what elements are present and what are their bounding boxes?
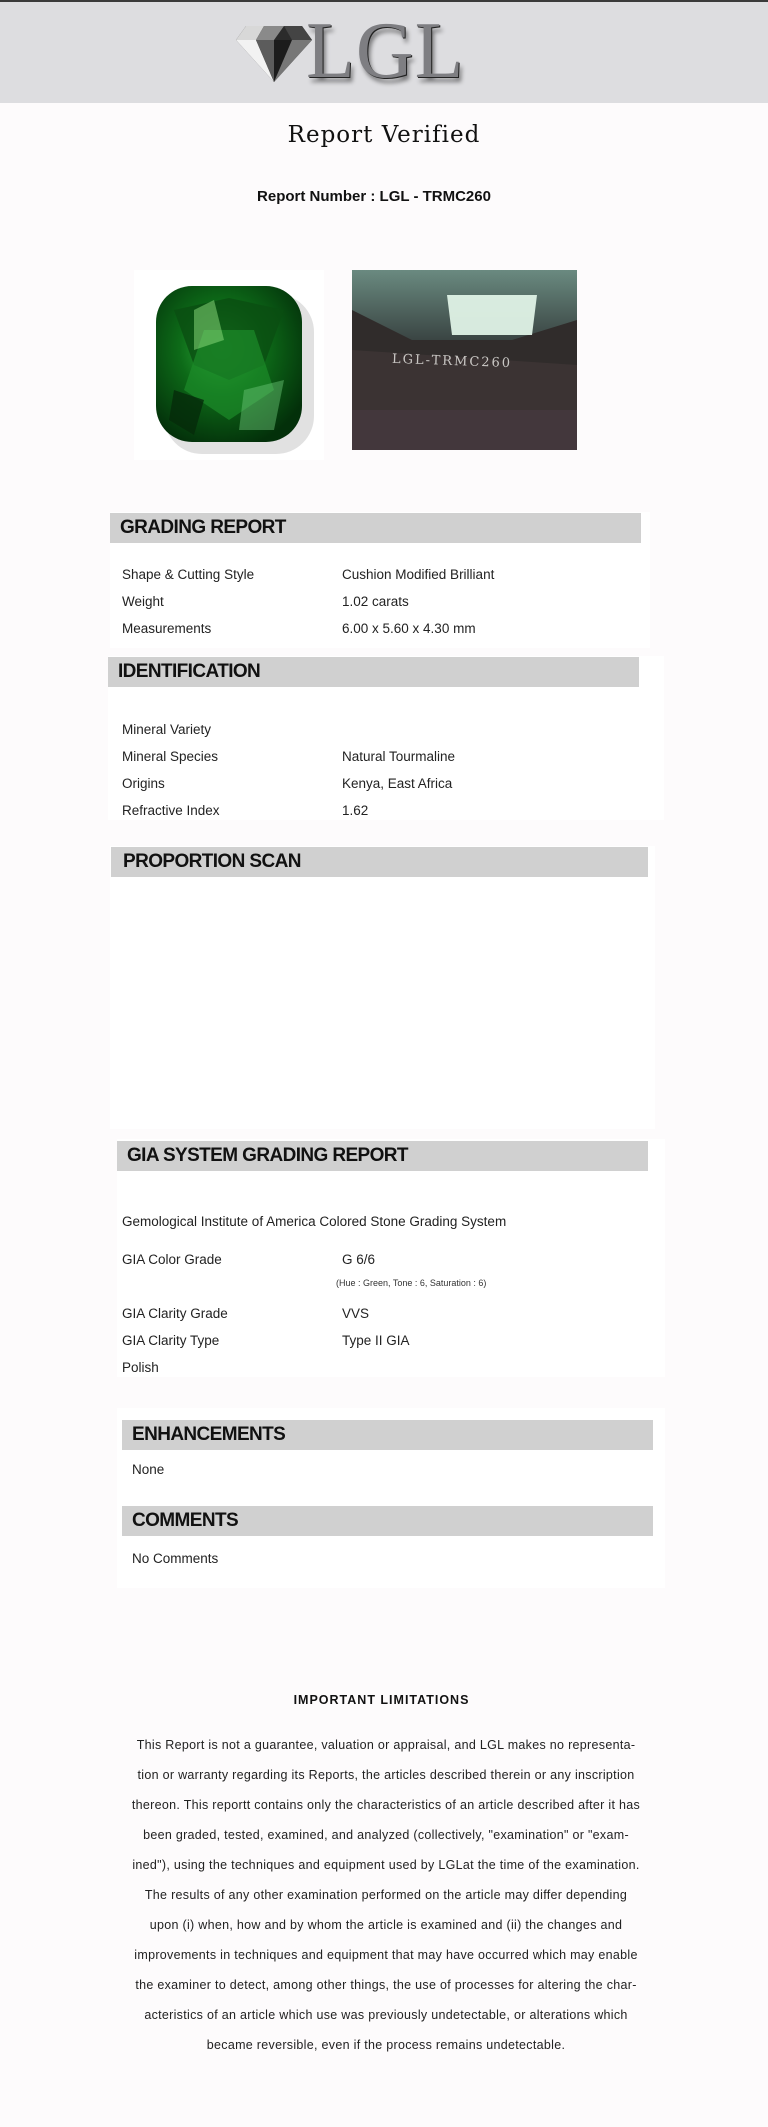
gemstone-photo [134, 270, 324, 460]
limitations-heading: IMPORTANT LIMITATIONS [293, 1693, 470, 1707]
logo-text: LGL [306, 7, 465, 95]
mineral-species-label: Mineral Species [122, 749, 219, 764]
gia-color-grade-note: (Hue : Green, Tone : 6, Saturation : 6) [336, 1278, 487, 1288]
gia-clarity-type-label: GIA Clarity Type [122, 1333, 220, 1348]
diamond-icon [234, 22, 314, 84]
limitations-line: ined"), using the techniques and equipment used by LGLat the time of the examination. [132, 1858, 640, 1872]
gia-clarity-type-value: Type II GIA [342, 1333, 410, 1348]
gia-system-subtitle: Gemological Institute of America Colored Stone Grading System [122, 1214, 507, 1229]
shape-label: Shape & Cutting Style [122, 567, 255, 582]
weight-value: 1.02 carats [342, 594, 409, 609]
page-title: Report Verified [287, 122, 481, 148]
polish-label: Polish [122, 1360, 159, 1375]
gia-report-heading: GIA SYSTEM GRADING REPORT [117, 1141, 648, 1171]
gia-color-grade-value: G 6/6 [342, 1252, 376, 1267]
limitations-line: tion or warranty regarding its Reports, the articles described therein or any inscription [137, 1768, 635, 1782]
gia-clarity-grade-value: VVS [342, 1306, 370, 1321]
gia-color-grade-label: GIA Color Grade [122, 1252, 222, 1267]
mineral-variety-label: Mineral Variety [122, 722, 212, 737]
mineral-species-value: Natural Tourmaline [342, 749, 456, 764]
enhancements-value: None [132, 1462, 165, 1477]
limitations-line: been graded, tested, examined, and analyzed (collectively, "examination" or "exam- [143, 1828, 629, 1842]
weight-label: Weight [122, 594, 164, 609]
comments-heading: COMMENTS [122, 1506, 653, 1536]
report-number: Report Number : LGL - TRMC260 [257, 188, 491, 205]
limitations-line: This Report is not a guarantee, valuation or appraisal, and LGL makes no representa- [136, 1738, 636, 1752]
refractive-index-label: Refractive Index [122, 803, 220, 818]
shape-value: Cushion Modified Brilliant [342, 567, 495, 582]
gia-clarity-grade-label: GIA Clarity Grade [122, 1306, 228, 1321]
inscription-photo [352, 270, 577, 450]
measurements-label: Measurements [122, 621, 212, 636]
limitations-line: thereon. This reportt contains only the characteristics of an article described after it has [131, 1798, 641, 1812]
origins-value: Kenya, East Africa [342, 776, 453, 791]
limitations-line: The results of any other examination performed on the article may differ depending [144, 1888, 628, 1902]
comments-value: No Comments [132, 1551, 219, 1566]
limitations-body [118, 1730, 654, 2060]
enhancements-heading: ENHANCEMENTS [122, 1420, 653, 1450]
origins-label: Origins [122, 776, 165, 791]
limitations-line: acteristics of an article which use was previously undetectable, or alterations which [144, 2008, 628, 2022]
refractive-index-value: 1.62 [342, 803, 369, 818]
limitations-line: improvements in techniques and equipment that may have occurred which may enable [134, 1948, 638, 1962]
limitations-line: became reversible, even if the process remains undetectable. [206, 2038, 566, 2052]
limitations-line: upon (i) when, how and by whom the article is examined and (ii) the changes and [149, 1918, 623, 1932]
proportion-scan-panel [110, 846, 655, 1129]
measurements-value: 6.00 x 5.60 x 4.30 mm [342, 621, 476, 636]
proportion-scan-heading: PROPORTION SCAN [111, 847, 648, 877]
inscription-text: LGL-TRMC260 [391, 351, 513, 372]
lgl-logo [232, 7, 492, 95]
limitations-line: the examiner to detect, among other things, the use of processes for altering the char- [135, 1978, 637, 1992]
grading-report-heading: GRADING REPORT [110, 513, 641, 543]
identification-heading: IDENTIFICATION [108, 657, 639, 687]
